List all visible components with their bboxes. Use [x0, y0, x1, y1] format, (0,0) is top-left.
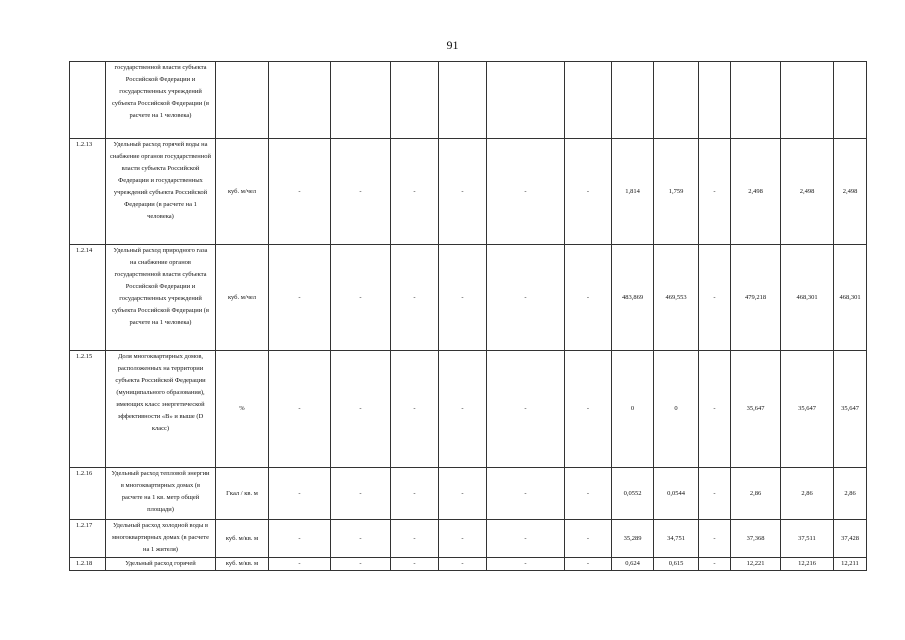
indicator-name-cell: Удельный расход природного газа на снабжение органов государственной власти субъекта Российской Федерации и государственных учреждений субъекта Российской Федерации (в расчете на 1 человека)	[106, 245, 216, 351]
value-cell: 0	[612, 351, 654, 468]
value-cell: -	[439, 139, 487, 245]
indicators-table	[69, 61, 867, 571]
value-cell: -	[439, 245, 487, 351]
value-cell: -	[699, 351, 731, 468]
value-cell: 35,647	[781, 351, 834, 468]
value-cell: 2,498	[834, 139, 867, 245]
row-number-cell: 1.2.17	[70, 520, 106, 558]
value-cell: -	[391, 520, 439, 558]
unit-cell: Гкал / кв. м	[216, 468, 269, 520]
value-cell: 0,0552	[612, 468, 654, 520]
indicator-name-cell: Удельный расход горячей воды на снабжение органов государственной власти субъекта Российской Федерации и государственных учреждений субъекта Российской Федерации (в расчете на 1 человека)	[106, 139, 216, 245]
row-number-cell: 1.2.13	[70, 139, 106, 245]
value-cell: 469,553	[654, 245, 699, 351]
unit-cell: куб. м/кв. м	[216, 520, 269, 558]
value-cell: -	[439, 468, 487, 520]
value-cell: -	[331, 245, 391, 351]
value-cell: 0,615	[654, 558, 699, 571]
value-cell: -	[439, 351, 487, 468]
value-cell: 2,86	[834, 468, 867, 520]
unit-cell	[216, 62, 269, 139]
value-cell: -	[487, 520, 565, 558]
value-cell	[269, 62, 331, 139]
value-cell: -	[269, 245, 331, 351]
unit-cell: %	[216, 351, 269, 468]
value-cell: 483,869	[612, 245, 654, 351]
value-cell	[731, 62, 781, 139]
value-cell: -	[331, 139, 391, 245]
value-cell	[391, 62, 439, 139]
value-cell: -	[565, 558, 612, 571]
value-cell: 12,221	[731, 558, 781, 571]
row-number-cell: 1.2.14	[70, 245, 106, 351]
value-cell: -	[699, 520, 731, 558]
unit-cell: куб. м/чел	[216, 245, 269, 351]
value-cell: -	[439, 558, 487, 571]
value-cell: -	[565, 245, 612, 351]
value-cell: 35,647	[731, 351, 781, 468]
indicator-name-cell: Доля многоквартирных домов, расположенных на территории субъекта Российской Федерации (муниципального образования), имеющих класс энергетической эффективности «В» и выше (D класс)	[106, 351, 216, 468]
value-cell: 2,498	[781, 139, 834, 245]
table-row	[70, 245, 867, 351]
value-cell: -	[565, 351, 612, 468]
value-cell: -	[439, 520, 487, 558]
value-cell: -	[331, 558, 391, 571]
table-row	[70, 558, 867, 571]
value-cell: 12,216	[781, 558, 834, 571]
value-cell: -	[391, 558, 439, 571]
value-cell: 2,86	[781, 468, 834, 520]
indicator-name-cell: государственной власти субъекта Российской Федерации и государственных учреждений субъекта Российской Федерации (в расчете на 1 человека)	[106, 62, 216, 139]
value-cell: 0,624	[612, 558, 654, 571]
value-cell: 479,218	[731, 245, 781, 351]
value-cell: 0	[654, 351, 699, 468]
page-number: 91	[446, 38, 459, 52]
value-cell	[331, 62, 391, 139]
value-cell: -	[699, 558, 731, 571]
value-cell: -	[391, 245, 439, 351]
value-cell: -	[487, 245, 565, 351]
value-cell: 468,301	[834, 245, 867, 351]
value-cell: 37,428	[834, 520, 867, 558]
value-cell: -	[269, 139, 331, 245]
value-cell	[439, 62, 487, 139]
value-cell: -	[269, 520, 331, 558]
table-row	[70, 62, 867, 139]
value-cell: 2,86	[731, 468, 781, 520]
indicator-name-cell: Удельный расход холодной воды в многоквартирных домах (в расчете на 1 жителя)	[106, 520, 216, 558]
table-row	[70, 351, 867, 468]
value-cell: -	[269, 558, 331, 571]
value-cell: -	[699, 245, 731, 351]
value-cell: -	[565, 468, 612, 520]
value-cell: 34,751	[654, 520, 699, 558]
value-cell: 35,647	[834, 351, 867, 468]
value-cell	[565, 62, 612, 139]
value-cell: -	[269, 468, 331, 520]
table-row	[70, 520, 867, 558]
value-cell: 2,498	[731, 139, 781, 245]
value-cell: -	[391, 351, 439, 468]
row-number-cell: 1.2.15	[70, 351, 106, 468]
value-cell: 0,0544	[654, 468, 699, 520]
indicator-name-cell: Удельный расход тепловой энергии в многоквартирных домах (в расчете на 1 кв. метр общей площади)	[106, 468, 216, 520]
value-cell	[699, 62, 731, 139]
unit-cell: куб. м/чел	[216, 139, 269, 245]
value-cell: -	[331, 351, 391, 468]
value-cell: -	[565, 520, 612, 558]
row-number-cell: 1.2.18	[70, 558, 106, 571]
value-cell: 1,814	[612, 139, 654, 245]
value-cell	[654, 62, 699, 139]
value-cell: -	[391, 468, 439, 520]
value-cell: 468,301	[781, 245, 834, 351]
value-cell: -	[487, 351, 565, 468]
value-cell: 12,211	[834, 558, 867, 571]
value-cell: 35,289	[612, 520, 654, 558]
value-cell: -	[391, 139, 439, 245]
table-row	[70, 139, 867, 245]
value-cell: -	[487, 468, 565, 520]
row-number-cell: 1.2.16	[70, 468, 106, 520]
value-cell	[612, 62, 654, 139]
table-row	[70, 468, 867, 520]
value-cell	[487, 62, 565, 139]
value-cell: -	[331, 468, 391, 520]
value-cell: 37,511	[781, 520, 834, 558]
value-cell: 1,759	[654, 139, 699, 245]
value-cell: -	[487, 558, 565, 571]
value-cell: -	[487, 139, 565, 245]
value-cell: -	[331, 520, 391, 558]
value-cell: -	[699, 468, 731, 520]
value-cell: 37,368	[731, 520, 781, 558]
indicator-name-cell: Удельный расход горячей	[106, 558, 216, 571]
unit-cell: куб. м/кв. м	[216, 558, 269, 571]
value-cell: -	[699, 139, 731, 245]
value-cell	[834, 62, 867, 139]
value-cell: -	[269, 351, 331, 468]
value-cell	[781, 62, 834, 139]
value-cell: -	[565, 139, 612, 245]
row-number-cell	[70, 62, 106, 139]
